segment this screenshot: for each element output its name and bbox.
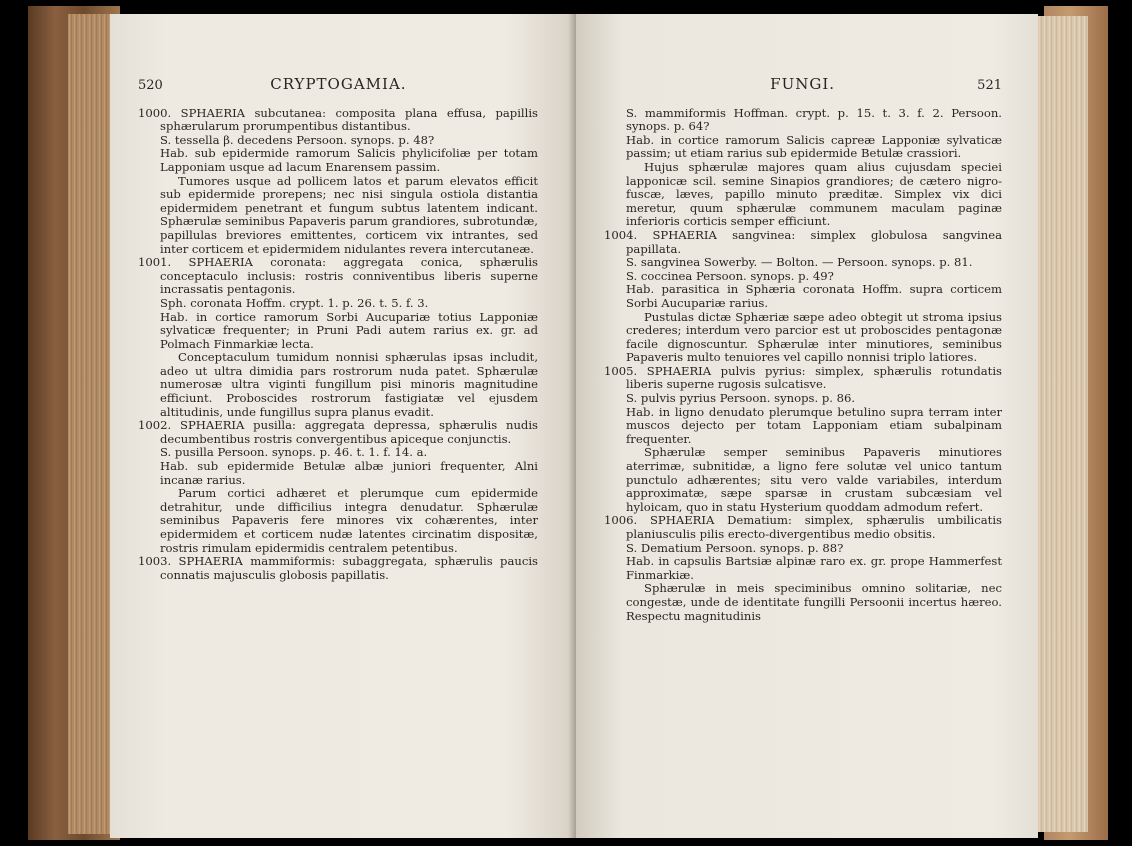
right-running-head: FUNGI. — [770, 75, 836, 93]
right-page-text — [604, 75, 1002, 623]
reference-line: Hab. sub epidermide Betulæ albæ juniori frequenter, Alni incanæ rarius. — [160, 459, 538, 487]
left-running-head: CRYPTOGAMIA. — [270, 75, 407, 93]
reference-line: S. Dematium Persoon. synops. p. 88? — [626, 540, 844, 555]
open-book — [28, 6, 1108, 840]
left-page-text — [138, 75, 538, 582]
species-entry: 1004. SPHAERIA sangvinea: simplex globulosa sangvinea papillata. — [604, 227, 1002, 256]
reference-line: S. coccinea Persoon. synops. p. 49? — [626, 268, 834, 283]
right-page-edges — [1038, 16, 1088, 832]
reference-line: Hab. in cortice ramorum Sorbi Aucupariæ totius Lapponiæ sylvaticæ frequenter; in Pruni Padi autem rarius ex. gr. ad Polmach Finmarkiæ lecta. — [160, 309, 538, 351]
right-page-number: 521 — [977, 78, 1002, 93]
description-paragraph: Pustulas dictæ Sphæriæ sæpe adeo obtegit ut stroma ipsius crederes; interdum vero parcior est ut proboscides pentagonæ facile dignoscuntur. Sphærulæ inter minutiores, seminibus Papaveris multo tenuiores vel capillo nonnisi triplo latiores. — [626, 309, 1002, 365]
reference-line: S. mammiformis Hoffman. crypt. p. 15. t. 3. f. 2. Persoon. synops. p. 64? — [626, 105, 1002, 134]
reference-line: S. sangvinea Sowerby. — Bolton. — Persoon. synops. p. 81. — [626, 255, 973, 270]
right-page — [576, 14, 1038, 838]
reference-line: Hab. parasitica in Sphæria coronata Hoffm. supra corticem Sorbi Aucupariæ rarius. — [626, 282, 1002, 310]
reference-line: Hab. in ligno denudato plerumque betulino supra terram inter muscos dejecto per totam Lapponiam etiam subalpinam frequenter. — [626, 404, 1002, 446]
description-paragraph: Parum cortici adhæret et plerumque cum epidermide detrahitur, unde difficilius integra denudatur. Sphærulæ seminibus Papaveris fere minores vix cohærentes, inter epidermidem et corticem nudæ latentes circinatim dispositæ, rostris rimulam epidermidis centralem petentibus. — [160, 486, 538, 555]
species-entry: 1000. SPHAERIA subcutanea: composita plana effusa, papillis sphærularum prorumpentibus distantibus. — [138, 105, 538, 134]
reference-line: Hab. sub epidermide ramorum Salicis phylicifoliæ per totam Lapponiam usque ad lacum Enarensem passim. — [160, 146, 538, 174]
reference-line: S. pulvis pyrius Persoon. synops. p. 86. — [626, 391, 856, 406]
description-paragraph: Sphærulæ in meis speciminibus omnino solitariæ, nec congestæ, unde de identitate fungilli Persoonii incertus hæreo. Respectu magnitudinis — [626, 581, 1002, 623]
species-entry: 1005. SPHAERIA pulvis pyrius: simplex, sphærulis rotundatis liberis superne rugosis sulcatisve. — [604, 363, 1002, 392]
species-entry: 1006. SPHAERIA Dematium: simplex, sphærulis umbilicatis planiusculis pilis erecto-divergentibus medio obsitis. — [604, 513, 1002, 541]
reference-line: Sph. coronata Hoffm. crypt. 1. p. 26. t. 5. f. 3. — [160, 295, 429, 310]
species-entry: 1003. SPHAERIA mammiformis: subaggregata, sphærulis paucis connatis majusculis globosis papillatis. — [138, 554, 538, 582]
left-page-body — [138, 107, 538, 583]
description-paragraph: Sphærulæ semper seminibus Papaveris minutiores aterrimæ, subnitidæ, a ligno fere solutæ vel unico tantum punctulo adhærentes; situ vero valde variabiles, interdum approximatæ, sæpe sparsæ in crustam subcæsiam vel hyloicam, quo in statu Hysterium quoddam admodum refert. — [626, 445, 1002, 514]
left-page-header — [138, 75, 538, 93]
species-entry: 1002. SPHAERIA pusilla: aggregata depressa, sphærulis nudis decumbentibus rostris convergentibus apiceque conjunctis. — [138, 418, 538, 446]
description-paragraph: Conceptaculum tumidum nonnisi sphærulas ipsas includit, adeo ut ultra dimidia pars rostrorum nuda patet. Sphærulæ numerosæ ultra viginti fungillum pisi minoris magnitudine efficiunt. Proboscides rostrorum fastigiatæ vel ejusdem altitudinis, unde fungillus supra planus evadit. — [160, 350, 538, 419]
description-paragraph: Hujus sphærulæ majores quam alius cujusdam speciei lapponicæ scil. semine Sinapios grandiores; de cætero nigro-fuscæ, læves, papillo minuto præditæ. Simplex vix dici meretur, quum sphærulæ communem maculam paginæ inferioris corticis semper efficiunt. — [626, 159, 1002, 229]
reference-line: S. pusilla Persoon. synops. p. 46. t. 1. f. 14. a. — [160, 445, 428, 460]
right-page-body — [604, 107, 1002, 624]
reference-line: Hab. in cortice ramorum Salicis capreæ Lapponiæ sylvaticæ passim; ut etiam rarius sub epidermide Betulæ crassiori. — [626, 132, 1002, 161]
left-page — [110, 14, 576, 838]
description-paragraph: Tumores usque ad pollicem latos et parum elevatos efficit sub epidermide prorepens; nec nisi singula ostiola distantia epidermidem penetrant et fungum subtus latentem indicant. Sphærulæ seminibus Papaveris parum grandiores, subrotundæ, papillulas breviores emittentes, corticem vix intrantes, sed inter corticem et epidermidem nidulantes revera intercutaneæ. — [160, 173, 538, 256]
species-entry: 1001. SPHAERIA coronata: aggregata conica, sphærulis conceptaculo inclusis: rostris conniventibus liberis superne incrassatis pentagonis. — [138, 255, 538, 297]
reference-line: Hab. in capsulis Bartsiæ alpinæ raro ex. gr. prope Hammerfest Finmarkiæ. — [626, 554, 1002, 582]
reference-line: S. tessella β. decedens Persoon. synops. p. 48? — [160, 132, 435, 147]
left-page-number: 520 — [138, 78, 163, 93]
right-page-header — [604, 75, 1002, 93]
